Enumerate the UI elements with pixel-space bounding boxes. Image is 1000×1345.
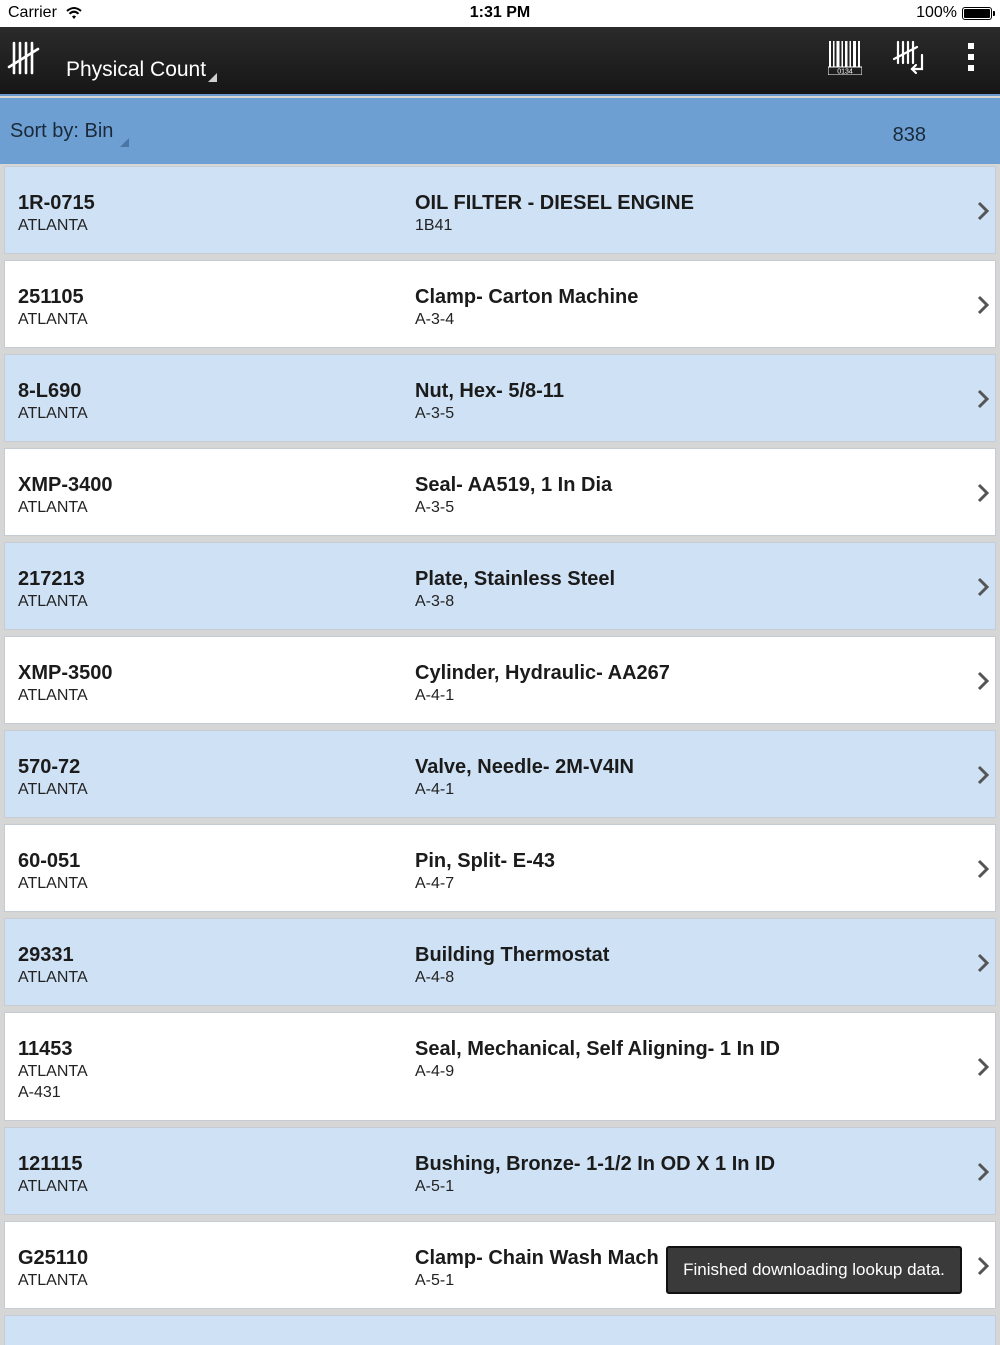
item-count: 838 [892,124,926,146]
chevron-right-icon [977,1256,989,1276]
item-description: Seal- AA519, 1 In Dia [415,474,613,496]
list-item[interactable] [4,730,996,818]
item-description: Valve, Needle- 2M-V4IN [415,756,634,778]
warehouse: ATLANTA [18,499,88,516]
list-item[interactable] [4,918,996,1006]
part-number: 217213 [18,568,85,590]
barcode-icon[interactable] [828,39,862,75]
sort-dropdown-caret-icon[interactable] [120,138,129,147]
warehouse: ATLANTA [18,1063,88,1080]
item-list [4,166,996,1345]
secondary-bin: A-431 [18,1084,61,1101]
list-item[interactable] [4,542,996,630]
item-description: Clamp- Carton Machine [415,286,639,308]
list-item[interactable] [4,260,996,348]
warehouse: ATLANTA [18,405,88,422]
warehouse: ATLANTA [18,1178,88,1195]
item-description: Building Thermostat [415,944,610,966]
chevron-right-icon [977,859,989,879]
bin-location: A-4-7 [415,875,455,892]
part-number: XMP-3400 [18,474,113,496]
item-description: Bushing, Bronze- 1-1/2 In OD X 1 In ID [415,1153,776,1175]
battery-icon [962,7,992,20]
chevron-right-icon [977,201,989,221]
chevron-right-icon [977,1057,989,1077]
toast-message: Finished downloading lookup data. [666,1246,962,1294]
part-number: XMP-3500 [18,662,113,684]
bin-location: A-4-1 [415,687,455,704]
bin-location: A-5-1 [415,1272,455,1289]
chevron-right-icon [977,953,989,973]
list-item[interactable] [4,354,996,442]
list-item[interactable] [4,636,996,724]
bin-location: A-5-1 [415,1178,455,1195]
bin-location: A-3-5 [415,405,455,422]
item-description: OIL FILTER - DIESEL ENGINE [415,192,694,214]
item-description: Seal, Mechanical, Self Aligning- 1 In ID [415,1038,780,1060]
clock: 1:31 PM [469,4,531,21]
part-number: 251105 [18,286,84,308]
item-description: Pin, Split- E-43 [415,850,556,872]
list-item[interactable] [4,824,996,912]
bin-location: A-3-5 [415,499,455,516]
part-number: 11453 [18,1038,73,1060]
bin-location: A-3-4 [415,311,455,328]
chevron-right-icon [977,295,989,315]
chevron-right-icon [977,765,989,785]
item-description: Cylinder, Hydraulic- AA267 [415,662,670,684]
warehouse: ATLANTA [18,875,88,892]
item-description: Nut, Hex- 5/8-11 [415,380,564,402]
page-title[interactable]: Physical Count [66,58,207,81]
bin-location: A-4-9 [415,1063,455,1080]
list-item[interactable] [4,1012,996,1121]
count-return-icon[interactable] [892,39,928,75]
tally-logo-icon[interactable] [6,37,42,77]
warehouse: ATLANTA [18,969,88,986]
part-number: 1R-0715 [18,192,95,214]
warehouse: ATLANTA [18,593,88,610]
bin-location: A-3-8 [415,593,455,610]
part-number: 29331 [18,944,74,966]
item-description: Plate, Stainless Steel [415,568,616,590]
part-number: G25110 [18,1247,89,1269]
list-item[interactable] [4,1315,996,1345]
chevron-right-icon [977,577,989,597]
warehouse: ATLANTA [18,1272,88,1289]
list-item[interactable] [4,448,996,536]
sort-bar [0,98,1000,164]
part-number: 121115 [18,1153,83,1175]
chevron-right-icon [977,389,989,409]
battery-percent: 100% [916,4,957,21]
warehouse: ATLANTA [18,687,88,704]
warehouse: ATLANTA [18,217,88,234]
sort-selector[interactable]: Sort by: Bin [10,120,114,142]
list-item[interactable] [4,1127,996,1215]
barcode-caption: 0134 [837,68,853,75]
warehouse: ATLANTA [18,781,88,798]
chevron-right-icon [977,671,989,691]
part-number: 8-L690 [18,380,82,402]
status-bar [0,0,1000,27]
overflow-menu-icon[interactable] [964,39,978,75]
carrier-label: Carrier [8,4,57,21]
bin-location: 1B41 [415,217,453,234]
warehouse: ATLANTA [18,311,88,328]
list-item[interactable] [4,166,996,254]
title-dropdown-caret-icon[interactable] [208,73,217,82]
part-number: 570-72 [18,756,81,778]
item-description: Clamp- Chain Wash Mach [415,1247,659,1269]
chevron-right-icon [977,1162,989,1182]
bin-location: A-4-1 [415,781,455,798]
part-number: 60-051 [18,850,81,872]
chevron-right-icon [977,483,989,503]
bin-location: A-4-8 [415,969,455,986]
app-bar [0,27,1000,96]
